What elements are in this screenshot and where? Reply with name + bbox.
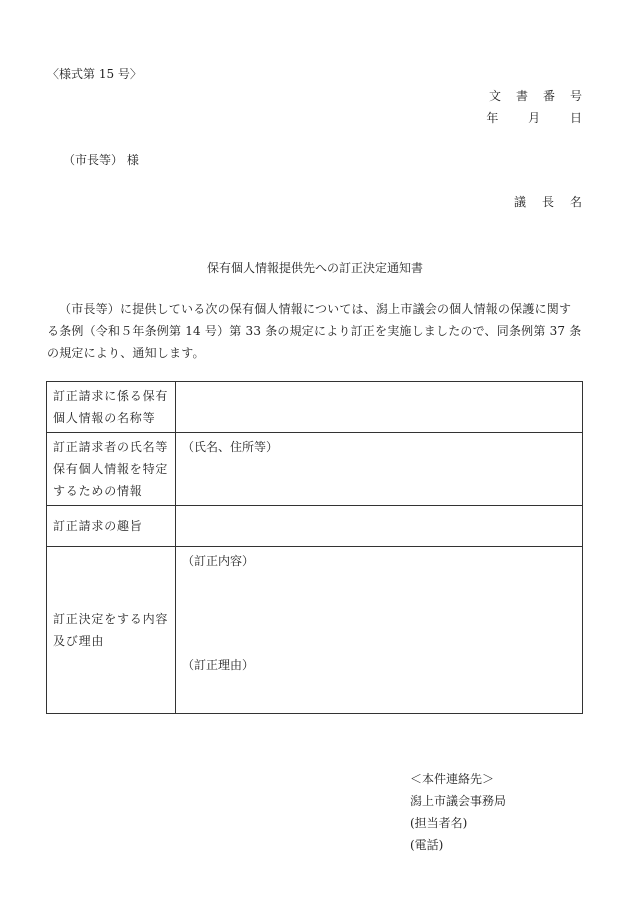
row-value	[176, 382, 583, 433]
table-row	[47, 547, 583, 714]
table-row	[47, 506, 583, 547]
sender-name: 議長名	[513, 195, 598, 209]
contact-person: (担当者名)	[410, 816, 468, 830]
contact-phone: (電話)	[410, 838, 444, 852]
document-number-label: 文書番号	[488, 89, 597, 103]
row-label: 訂正請求者の氏名等保有個人情報を特定するための情報	[47, 433, 176, 506]
row-label: 訂正請求に係る保有個人情報の名称等	[47, 382, 176, 433]
row-label: 訂正請求の趣旨	[47, 506, 176, 547]
document-title: 保有個人情報提供先への訂正決定通知書	[206, 261, 423, 275]
correction-content-label: （訂正内容）	[182, 554, 255, 568]
contact-block	[410, 768, 506, 856]
correction-reason-label: （訂正理由）	[182, 658, 255, 672]
contact-heading: ＜本件連絡先＞	[410, 772, 495, 786]
row-value: （氏名、住所等）	[176, 433, 583, 506]
addressee: （市長等） 様	[63, 153, 139, 167]
table-row	[47, 433, 583, 506]
table-row	[47, 382, 583, 433]
row-value	[176, 506, 583, 547]
row-label: 訂正決定をする内容及び理由	[47, 547, 176, 714]
contact-office: 潟上市議会事務局	[410, 794, 507, 808]
form-number: 〈様式第 15 号〉	[47, 67, 142, 81]
body-paragraph: （市長等）に提供している次の保有個人情報については、潟上市議会の個人情報の保護に関する条例（令和５年条例第 14 号）第 33 条の規定により訂正を実施しましたので、同条例第 37 条の規定により、通知します。	[47, 302, 582, 360]
date-label: 年 月 日	[486, 111, 582, 125]
row-value-cell	[176, 547, 583, 714]
details-table	[46, 381, 583, 714]
